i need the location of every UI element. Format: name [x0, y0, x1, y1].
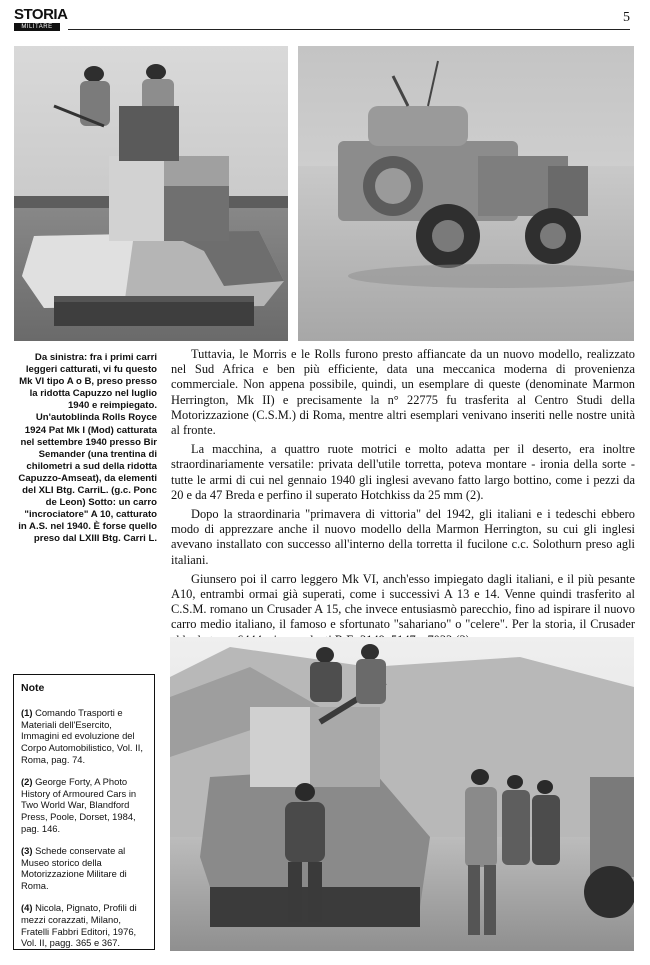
note-item	[21, 776, 148, 835]
article-body	[171, 347, 635, 652]
note-number: (2)	[21, 775, 33, 787]
note-item	[21, 707, 148, 766]
article-paragraph: La macchina, a quattro ruote motrici e molto adatta per il deserto, era inoltre straordinariamente versatile: privata dell'utile torretta, poteva montare - ironia della sorte - tutte le armi di cui nel gennaio 1940 gli inglesi avevano fatto largo bottino, come i pezzi da 20 e da 47 Breda e perfino il superato Hotchkiss da 25 mm (2).	[171, 442, 635, 502]
article-paragraph: Tuttavia, le Morris e le Rolls furono presto affiancate da un nuovo modello, realizzato nel Sud Africa e ben più efficiente, data una meccanica moderna di provenienza commerciale. Non appena possibile, quindi, un esemplare di queste (denominate Marmon Herrington, Mk II) e precisamente la n° 22775 fu trasferita al Centro Studi della Motorizzazione (C.S.M.) di Roma, mentre altri esemplari venivano inseriti nelle nostre unità al fronte.	[171, 347, 635, 438]
photo-cruiser-tank-a10	[170, 637, 634, 951]
note-text: Nicola, Pignato, Profili di mezzi corazzati, Milano, Fratelli Fabbri Editori, 1976, Vol. II, pagg. 365 e 367.	[21, 901, 137, 949]
photo-caption: Da sinistra: fra i primi carri leggeri catturati, vi fu questo Mk VI tipo A o B, preso presso la ridotta Capuzzo nel luglio 1940 e reimpiegato. Un'autoblinda Rolls Royce 1924 Pat Mk I (Mod) catturata nel settembre 1940 presso Bir Semander (una trentina di chilometri a sud della ridotta Capuzzo-Amseat), da elementi del XLI Btg. CarriL. (g.c. Ponc de Leon) Sotto: un carro "incrociatore" A 10, catturato in A.S. nel 1940. È forse quello preso dal LXIII Btg. Carri L.	[18, 352, 157, 545]
note-text: George Forty, A Photo History of Armoured Cars in Two World War, Blandford Press, Poole, Dorset, 1984, pag. 146.	[21, 775, 137, 834]
magazine-logo	[14, 6, 68, 31]
article-paragraph: Dopo la straordinaria "primavera di vittoria" del 1942, gli italiani e i tedeschi ebbero modo di apprezzare anche il nuovo modello della Marmon Herrington, su cui gli inglesi avevano installato con successo all'interno della torretta il fucilone c.c. Solothurn preso agli italiani.	[171, 507, 635, 567]
note-number: (1)	[21, 706, 33, 718]
note-number: (3)	[21, 844, 33, 856]
page-number: 5	[623, 10, 630, 25]
article-paragraph: Giunsero poi il carro leggero Mk VI, anch'esso impiegato dagli italiani, e il più pesante A10, entrambi ormai già superati, come i successivi A 13 e 14. Venne quindi trasferito al C.S.M. romano un Crusader A 15, che invece entusiasmò parecchio, fino ad ispirare il nuovo carro medio italiano, il famoso e sfortunato "sahariano" o "celere". Per la storia, il Crusader	[171, 571, 635, 632]
photo-light-tank-image	[14, 46, 288, 341]
notes-title: Note	[21, 682, 45, 694]
magazine-name: STORIA	[14, 6, 68, 23]
note-item	[21, 845, 148, 892]
notes-box	[13, 674, 155, 950]
note-text: Comando Trasporti e Materiali dell'Esercito, Immagini ed evoluzione del Corpo Automobilistico, Vol. II, Roma, pag. 74.	[21, 706, 143, 765]
photo-light-tank-mk-vi	[14, 46, 288, 341]
magazine-subtitle: MILITARE	[14, 23, 60, 31]
header-rule	[68, 29, 630, 30]
note-item	[21, 902, 148, 949]
photo-rolls-royce-armoured-car	[298, 46, 634, 341]
photo-cruiser-tank-image	[170, 637, 634, 951]
note-text: Schede conservate al Museo storico della Motorizzazione Militare di Roma.	[21, 844, 127, 892]
photo-armoured-car-image	[298, 46, 634, 341]
note-number: (4)	[21, 901, 33, 913]
